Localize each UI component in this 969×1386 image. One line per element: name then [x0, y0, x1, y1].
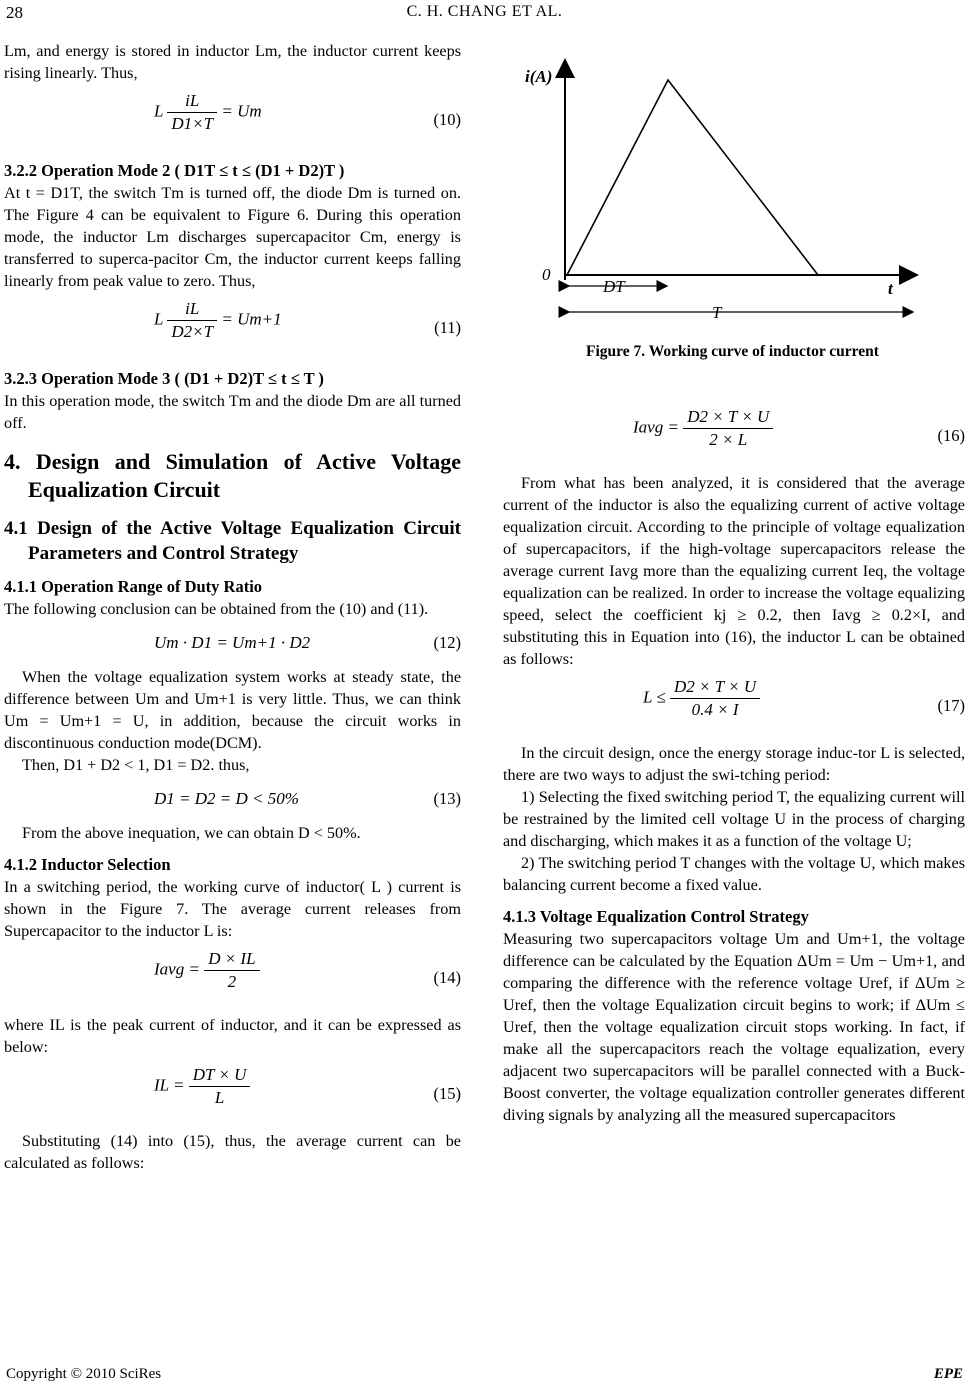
eq-numerator: D × IL [204, 948, 259, 971]
eq-denominator: 2 [227, 972, 237, 991]
page-number: 28 [6, 3, 23, 22]
t-label: T [712, 303, 722, 322]
equation-17 [503, 676, 965, 736]
eq-fraction [167, 298, 217, 343]
eq-lhs: IL = [154, 1075, 185, 1095]
eq-denominator: D1×T [171, 114, 214, 133]
paragraph: Then, D1 + D2 < 1, D1 = D2. thus, [22, 756, 250, 774]
figure-7 [500, 40, 965, 370]
eq-lhs: L [154, 309, 164, 329]
equation-11 [4, 298, 461, 358]
left-column [4, 40, 461, 1174]
right-column [503, 400, 965, 1126]
eq-denominator: 2 × L [709, 430, 748, 449]
paragraph: Measuring two supercapacitors voltage Um and Um+1, the voltage difference can be calculated by the Equation ΔUm = Um − Um+1, and comparing the difference with the reference voltage Uref, if ΔUm ≥ Uref, then the voltage Equalization circuit begins to work; if ΔUm ≤ Uref, then the voltage equalization circuit stops working. In fact, if make all the supercapacitors reach the voltage equalization, every adjacent two supercapacitors will be parallel connected with a Buck-Boost converter, the voltage equalization controller generates different diving signals by analyzing all the measured supercapacitors [503, 930, 965, 1124]
eq-body: D1 = D2 = D < 50% [154, 789, 299, 808]
eq-fraction [683, 406, 773, 451]
section-heading: 4.1.3 Voltage Equalization Control Strategy [503, 907, 809, 926]
inductor-current-plot [500, 40, 965, 340]
current-waveform [567, 80, 818, 275]
eq-lhs: L [154, 101, 164, 121]
eq-fraction [670, 676, 760, 721]
eq-fraction [189, 1064, 251, 1109]
eq-denominator: D2×T [171, 322, 214, 341]
x-axis-label: t [888, 279, 893, 298]
section-heading: 4.1 Design of the Active Voltage Equalization Circuit Parameters and Control Strategy [4, 518, 461, 564]
section-heading: 4. Design and Simulation of Active Voltage Equalization Circuit [4, 449, 461, 502]
section-heading: 4.1.1 Operation Range of Duty Ratio [4, 577, 263, 596]
eq-numerator: iL [167, 90, 217, 113]
eq-lhs: Iavg = [154, 959, 200, 979]
equation-14 [4, 948, 461, 1008]
paragraph: At t = D1T, the switch Tm is turned off, the diode Dm is turned on. The Figure 4 can be equivalent to Figure 6. During this operation mode, the inductor Lm discharges supercapacitor Cm, energy is transferred to superca-pacitor Cm, the inductor current keeps falling linearly from peak value to zero. Thus, [4, 184, 461, 290]
equation-number: (17) [937, 696, 965, 715]
eq-denominator: L [214, 1088, 225, 1107]
copyright: Copyright © 2010 SciRes [6, 1366, 162, 1382]
equation-10 [4, 90, 461, 150]
section-heading: 3.2.3 Operation Mode 3 ( (D1 + D2)T ≤ t ≤ T ) [4, 369, 324, 388]
paragraph: Lm, and energy is stored in inductor Lm, the inductor current keeps rising linearly. Thus, [4, 42, 461, 82]
equation-number: (16) [937, 426, 965, 445]
eq-numerator: iL [167, 298, 217, 321]
equation-12 [4, 626, 461, 660]
paragraph: From what has been analyzed, it is considered that the average current of the inductor is also the equalizing current of active voltage equalization circuit. According to the principle of voltage equalization of supercapacitors, if the high-voltage supercapacitors release the average current Iavg more than the equalizing current Ieq, the voltage equalization can be realized. In order to increase the voltage equalizing speed, select the coefficient kj ≥ 0.2, then Iavg ≥ 0.2×I, and substituting this in Equation into (16), the inductor L can be obtained as follows: [503, 474, 965, 668]
y-axis-label: i(A) [525, 67, 553, 86]
paragraph: In this operation mode, the switch Tm and the diode Dm are all turned off. [4, 392, 461, 432]
running-head: C. H. CHANG ET AL. [406, 3, 563, 20]
list-item: 1) Selecting the fixed switching period T, the equalizing current will be restrained by the limited cell voltage U in the process of charging and discharging, which makes it as a function of the voltage U; [503, 788, 965, 850]
paragraph: When the voltage equalization system works at steady state, the difference between Um and Um+1 is very little. Thus, we can think Um = Um+1 = U, in addition, because the circuit works in discontinuous conduction mode(DCM). [4, 668, 461, 752]
paragraph: In a switching period, the working curve of inductor( L ) current is shown in the Figure 7. The average current releases from Supercapacitor to the inductor L is: [4, 878, 461, 940]
equation-15 [4, 1064, 461, 1124]
paragraph: In the circuit design, once the energy storage induc-tor L is selected, there are two ways to adjust the swi-tching period: [503, 744, 965, 784]
eq-fraction [204, 948, 259, 993]
eq-rhs: = Um [221, 101, 262, 121]
eq-numerator: DT × U [189, 1064, 251, 1087]
list-item: 2) The switching period T changes with the voltage U, which makes balancing current become a fixed value. [503, 854, 965, 894]
eq-denominator: 0.4 × I [691, 700, 739, 719]
equation-number: (14) [433, 968, 461, 987]
equation-number: (10) [433, 110, 461, 129]
equation-13 [4, 782, 461, 816]
eq-numerator: D2 × T × U [670, 676, 760, 699]
section-heading: 3.2.2 Operation Mode 2 ( D1T ≤ t ≤ (D1 + D2)T ) [4, 161, 345, 180]
section-heading: 4.1.2 Inductor Selection [4, 855, 171, 874]
equation-number: (15) [433, 1084, 461, 1103]
paragraph: The following conclusion can be obtained from the (10) and (11). [4, 600, 429, 618]
eq-lhs: L ≤ [643, 687, 666, 707]
equation-number: (11) [434, 318, 461, 337]
page-header [0, 0, 969, 30]
paragraph: Substituting (14) into (15), thus, the average current can be calculated as follows: [4, 1132, 461, 1172]
equation-number: (12) [433, 633, 461, 652]
paragraph: From the above inequation, we can obtain D < 50%. [22, 824, 361, 842]
dt-label: DT [603, 277, 625, 296]
journal-abbrev: EPE [933, 1366, 963, 1382]
origin-label: 0 [542, 265, 551, 284]
figure-caption: Figure 7. Working curve of inductor current [586, 343, 879, 360]
eq-body: Um · D1 = Um+1 · D2 [154, 633, 311, 652]
equation-number: (13) [433, 789, 461, 808]
eq-numerator: D2 × T × U [683, 406, 773, 429]
paragraph: where IL is the peak current of inductor, and it can be expressed as below: [4, 1016, 461, 1056]
eq-fraction [167, 90, 217, 135]
eq-lhs: Iavg = [633, 417, 679, 437]
eq-rhs: = Um+1 [221, 309, 282, 329]
equation-16 [503, 406, 965, 466]
